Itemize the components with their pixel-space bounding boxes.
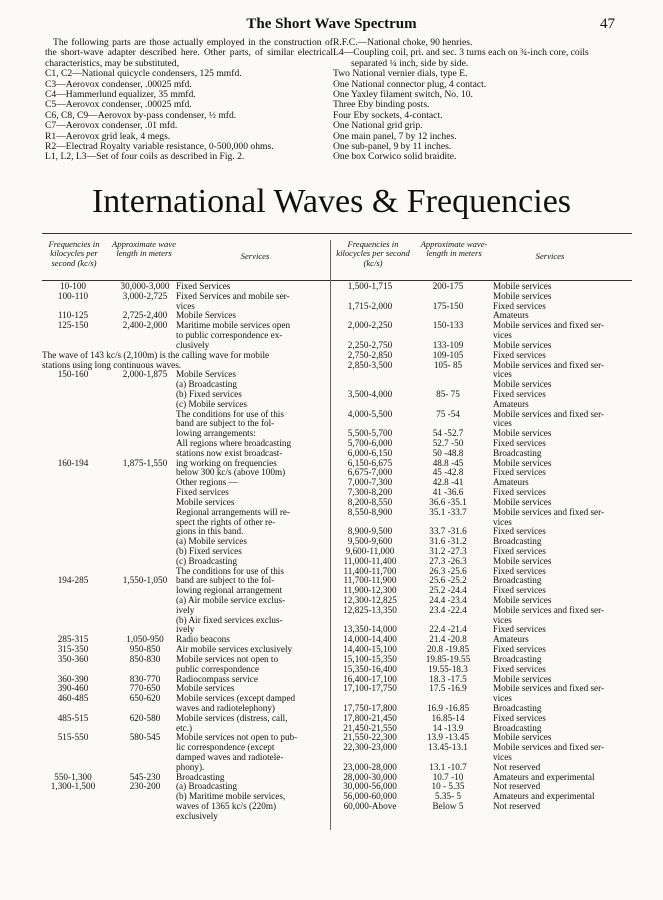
service-cell: Broadcasting	[493, 722, 542, 733]
parts-intro: The following parts are those actually employed in the construction of the short-wave adapter described here. Other parts, of similar electrical characteristics, may be substituted,	[45, 37, 333, 69]
frequency-cell: 485-515	[57, 712, 89, 723]
table-row	[333, 321, 633, 331]
wavelength-cell: 16.85-14	[431, 712, 465, 723]
service-cell: Mobile services and fixed ser-	[493, 604, 605, 615]
wavelength-cell: 620-580	[129, 712, 161, 723]
frequency-cell: 21,450-21,550	[343, 722, 397, 733]
frequency-cell: 1,300-1,500	[50, 781, 96, 792]
wavelength-cell: 20.8 -19.85	[426, 644, 470, 655]
wavelength-cell: 10 - 5.35	[431, 781, 465, 792]
wavelength-cell: 50 -48.8	[432, 447, 464, 458]
top-rule	[42, 233, 632, 234]
table-row	[333, 508, 633, 518]
frequency-cell: 6,000-6,150	[347, 447, 393, 458]
frequency-cell: 5,700-6,000	[347, 438, 393, 448]
service-cell: vices	[493, 418, 512, 429]
frequency-cell: 28,000-30,000	[343, 771, 397, 782]
service-cell: stations now exist broadcast-	[176, 447, 283, 458]
parts-list-right	[333, 38, 625, 163]
part-item: R.F.C.—National choke, 90 henries.	[333, 37, 473, 48]
table-row	[333, 282, 633, 292]
wavelength-cell: 35.1 -33.7	[429, 506, 467, 517]
frequency-cell: 12,825-13,350	[343, 604, 397, 615]
frequency-cell: 2,000-2,250	[347, 320, 393, 331]
service-cell: Amateurs	[493, 310, 529, 321]
frequency-cell: 14,400-15,100	[343, 644, 397, 655]
service-cell: lic correspondence (except	[176, 742, 275, 753]
part-item: One sub-panel, 9 by 11 inches.	[333, 141, 452, 153]
col-head-wavelength-right: Approximate wave-length in meters	[420, 239, 488, 259]
table-row	[333, 743, 633, 753]
frequency-cell: 7,000-7,300	[347, 477, 393, 488]
wavelength-cell: 14 -13.9	[432, 722, 464, 733]
service-cell: Mobile services	[176, 683, 235, 694]
service-cell: Amateurs	[493, 398, 529, 409]
service-cell: All regions where broadcasting	[176, 438, 292, 448]
frequency-cell: 8,900-9,500	[347, 526, 393, 537]
frequency-cell: 1,500-1,715	[347, 281, 393, 291]
service-cell: vices	[493, 516, 512, 527]
service-cell: Other regions —	[176, 477, 238, 488]
wavelength-cell: 19.55-18.3	[428, 663, 468, 674]
service-cell: Amateurs	[493, 634, 529, 645]
wavelength-cell: 25.6 -25.2	[429, 575, 467, 586]
wavelength-cell: 36.6 -35.1	[429, 496, 467, 507]
frequency-cell: 9,500-9,600	[347, 536, 393, 547]
wavelength-cell: 21.4 -20.8	[429, 634, 467, 645]
table-row	[333, 370, 633, 380]
part-item: Three Eby binding posts.	[333, 99, 430, 111]
wavelength-cell: 770-650	[129, 683, 161, 694]
service-cell: lowing regional arrangement	[176, 585, 283, 596]
service-cell: waves of 1365 kc/s (220m)	[176, 801, 277, 812]
service-cell: lowing arrangements:	[176, 428, 256, 439]
service-cell: Mobile services	[493, 673, 552, 684]
frequency-cell: 110-125	[57, 310, 89, 321]
service-cell: Fixed services	[493, 565, 546, 576]
service-cell: Fixed Services and mobile ser-	[176, 290, 290, 301]
frequency-cell: 6,150-6,675	[347, 457, 393, 468]
wavelength-cell: 85- 75	[436, 388, 460, 399]
frequency-cell: 194-285	[57, 575, 89, 586]
wavelength-cell: 580-545	[129, 732, 161, 743]
service-cell: Mobile Services	[176, 369, 236, 380]
part-item: C4—Hammerlund equalizer, 35 mmfd.	[45, 89, 196, 101]
service-cell: (b) Fixed services	[176, 388, 242, 399]
wavelength-cell: 45 -42.8	[432, 467, 464, 478]
service-cell: Mobile Services	[176, 310, 236, 321]
table-row	[42, 812, 328, 822]
wavelength-cell: 950-850	[129, 644, 161, 655]
service-cell: Amateurs and experimental	[493, 791, 595, 802]
service-cell: Radio beacons	[176, 634, 230, 645]
frequency-cell: 100-110	[57, 290, 89, 301]
frequency-cell: 11,900-12,300	[343, 585, 397, 596]
running-title: The Short Wave Spectrum	[246, 16, 417, 32]
frequency-cell: 21,550-22,300	[343, 732, 397, 743]
wavelength-cell: 175-150	[432, 300, 464, 311]
frequency-cell: 12,300-12,825	[343, 595, 397, 605]
frequency-cell: 11,700-11,900	[343, 575, 397, 586]
part-item: C5—Aerovox condenser, .00025 mfd.	[45, 99, 192, 111]
frequency-cell: 13,350-14,000	[343, 624, 397, 635]
part-item: C1, C2—National quicycle condensers, 125 mmfd.	[45, 68, 242, 80]
wavelength-cell: 150-133	[432, 320, 464, 331]
service-cell: Broadcasting	[493, 575, 542, 586]
wavelength-cell: 19.85-19.55	[425, 653, 471, 664]
service-cell: vices	[493, 693, 512, 704]
service-cell: Regional arrangements will re-	[176, 506, 291, 517]
part-item: R2—Electrad Royalty variable resistance, 0-500,000 ohms.	[45, 141, 274, 153]
frequency-cell: 11,000-11,400	[343, 555, 397, 566]
note-line: stations using long continuous waves.	[42, 359, 182, 370]
service-cell: clusively	[176, 339, 210, 350]
wavelength-cell: 133-109	[432, 339, 464, 350]
service-cell: (b) Fixed services	[176, 545, 242, 556]
part-item: One box Corwico solid braidite.	[333, 151, 457, 163]
service-cell: Mobile services (except damped	[176, 693, 296, 704]
page-number: 47	[600, 16, 615, 32]
wavelength-cell: 33.7 -31.6	[429, 526, 467, 537]
service-cell: The conditions for use of this	[176, 565, 284, 576]
part-item: C7—Aerovox condenser, .01 mfd.	[45, 120, 178, 132]
part-item: Four Eby sockets, 4-contact.	[333, 109, 443, 121]
service-cell: Broadcasting	[493, 447, 542, 458]
frequency-cell: 30,000-56,000	[343, 781, 397, 792]
service-cell: (a) Mobile services	[176, 536, 247, 547]
wavelength-cell: 200-175	[432, 281, 464, 291]
service-cell: vices	[493, 752, 512, 762]
service-cell: Mobile services and fixed ser-	[493, 742, 605, 753]
part-item: One National grid grip.	[333, 120, 423, 132]
service-cell: Mobile services	[176, 496, 235, 507]
col-head-services: Services	[240, 251, 270, 261]
service-cell: (b) Maritime mobile services,	[176, 791, 286, 802]
wavelength-cell: 30,000-3,000	[120, 281, 170, 291]
table-row	[333, 684, 633, 694]
parts-left-items	[45, 69, 333, 163]
service-cell: Air mobile services exclusively	[176, 644, 293, 655]
service-cell: Mobile services not open to	[176, 653, 279, 664]
wavelength-cell: 16.9 -16.85	[426, 702, 470, 713]
frequency-cell: 8,200-8,550	[347, 496, 393, 507]
service-cell: band are subject to the fol-	[176, 418, 275, 429]
wavelength-cell: 230-200	[129, 781, 161, 792]
service-cell: (b) Air fixed services exclus-	[176, 614, 283, 625]
wavelength-cell: 13.9 -13.45	[426, 732, 470, 743]
service-cell: below 300 kc/s (above 100m)	[176, 467, 286, 478]
service-cell: Fixed services	[493, 644, 546, 655]
wavelength-cell: Below 5	[432, 801, 464, 812]
service-cell: Amateurs	[493, 477, 529, 488]
service-cell: Fixed services	[493, 467, 546, 478]
frequency-table-right	[333, 282, 633, 812]
wavelength-cell: 42.8 -41	[432, 477, 464, 488]
frequency-cell: 2,250-2,750	[347, 339, 393, 350]
part-item: L4—Coupling coil, pri. and sec. 3 turns each on ¾-inch core, coils separated ¼ inch, side by side.	[333, 47, 589, 69]
service-cell: ively	[176, 624, 195, 635]
part-item: One Yaxley filament switch, No. 10.	[333, 89, 473, 101]
service-cell: Mobile services and fixed ser-	[493, 359, 605, 370]
service-cell: Fixed services	[493, 300, 546, 311]
wavelength-cell: 3,000-2,725	[122, 290, 168, 301]
wavelength-cell: 48.8 -45	[432, 457, 464, 468]
wavelength-cell: 2,725-2,400	[122, 310, 168, 321]
service-cell: Mobile services	[493, 496, 552, 507]
service-cell: spect the rights of other re-	[176, 516, 276, 527]
frequency-cell: 17,100-17,750	[343, 683, 397, 694]
wavelength-cell: 17.5 -16.9	[429, 683, 467, 694]
parts-right-items	[333, 38, 625, 163]
frequency-cell: 17,750-17,800	[343, 702, 397, 713]
service-cell: Broadcasting	[493, 702, 542, 713]
service-cell: Mobile services and fixed ser-	[493, 506, 605, 517]
wavelength-cell: 24.4 -23.4	[429, 595, 467, 605]
service-cell: Fixed services	[493, 438, 546, 448]
wavelength-cell: 2,000-1,875	[122, 369, 168, 380]
wavelength-cell: 54 -52.7	[432, 428, 464, 439]
service-cell: Broadcasting	[493, 653, 542, 664]
service-cell: Mobile services	[493, 595, 552, 605]
wavelength-cell: 2,400-2,000	[122, 320, 168, 331]
wavelength-cell: 75 -54	[436, 408, 460, 419]
frequency-cell: 460-485	[57, 693, 89, 704]
table-row	[333, 361, 633, 371]
service-cell: to public correspondence ex-	[176, 330, 283, 341]
wavelength-cell: 22.4 -21.4	[429, 624, 467, 635]
service-cell: vices	[493, 369, 512, 380]
frequency-cell: 11,400-11,700	[343, 565, 397, 576]
service-cell: Mobile services	[493, 290, 552, 301]
service-cell: ively	[176, 604, 195, 615]
service-cell: (a) Broadcasting	[176, 781, 237, 792]
column-divider	[330, 240, 331, 830]
frequency-table-left	[42, 282, 328, 822]
wavelength-cell: 1,050-950	[126, 634, 164, 645]
frequency-cell: 390-460	[57, 683, 89, 694]
service-cell: Fixed services	[176, 487, 229, 498]
wavelength-cell: 830-770	[129, 673, 161, 684]
service-cell: (a) Air mobile service exclus-	[176, 595, 286, 605]
wavelength-cell: 26.3 -25.6	[429, 565, 467, 576]
frequency-cell: 1,715-2,000	[347, 300, 393, 311]
service-cell: (c) Broadcasting	[176, 555, 237, 566]
wavelength-cell: 1,550-1,050	[122, 575, 168, 586]
frequency-cell: 315-350	[57, 644, 89, 655]
wavelength-cell: 10.7 -10	[432, 771, 464, 782]
service-cell: Fixed services	[493, 545, 546, 556]
wavelength-cell: 41 -36.6	[432, 487, 464, 498]
wavelength-cell: 850-830	[129, 653, 161, 664]
frequency-cell: 150-160	[57, 369, 89, 380]
frequency-cell: 15,100-15,350	[343, 653, 397, 664]
col-head-frequency-right: Frequencies in kilocycles per second (kc/s)	[336, 239, 410, 268]
service-cell: public correspondence	[176, 663, 259, 674]
wavelength-cell: 31.2 -27.3	[429, 545, 467, 556]
service-cell: phony).	[176, 761, 205, 772]
service-cell: Amateurs and experimental	[493, 771, 595, 782]
service-cell: Mobile services (distress, call,	[176, 712, 288, 723]
col-head-frequency: Frequencies in kilocycles per second (kc/s)	[48, 239, 100, 268]
service-cell: gions in this band.	[176, 526, 244, 537]
wavelength-cell: 1,875-1,550	[122, 457, 168, 468]
service-cell: Fixed services	[493, 349, 546, 360]
frequency-cell: 8,550-8,900	[347, 506, 393, 517]
wavelength-cell: 545-230	[129, 771, 161, 782]
parts-list-left	[45, 38, 333, 163]
wavelength-cell: 52.7 -50	[432, 438, 464, 448]
service-cell: Mobile services and fixed ser-	[493, 320, 605, 331]
part-item: C3—Aerovox condenser, .00025 mfd.	[45, 78, 192, 90]
col-head-services-right: Services	[535, 251, 565, 261]
part-item: L1, L2, L3—Set of four coils as described in Fig. 2.	[45, 151, 245, 163]
frequency-cell: 125-150	[57, 320, 89, 331]
frequency-cell: 360-390	[57, 673, 89, 684]
service-cell: Fixed services	[493, 585, 546, 596]
part-item: Two National vernier dials, type E.	[333, 68, 468, 80]
service-cell: Maritime mobile services open	[176, 320, 291, 331]
service-cell: exclusively	[176, 810, 218, 821]
frequency-cell: 350-360	[57, 653, 89, 664]
frequency-cell: 14,000-14,400	[343, 634, 397, 645]
wavelength-cell: 5.35- 5	[434, 791, 462, 802]
service-cell: (c) Mobile services	[176, 398, 247, 409]
service-cell: vices	[176, 300, 195, 311]
service-cell: damped waves and radiotele-	[176, 752, 284, 762]
wavelength-cell: 109-105	[432, 349, 464, 360]
service-cell: Fixed services	[493, 526, 546, 537]
service-cell: Fixed services	[493, 487, 546, 498]
service-cell: vices	[493, 330, 512, 341]
service-cell: Radiocompass service	[176, 673, 258, 684]
service-cell: Mobile services	[493, 339, 552, 350]
part-item: One National connector plug, 4 contact.	[333, 78, 487, 90]
service-cell: Mobile services	[493, 555, 552, 566]
table-row	[333, 390, 633, 400]
service-cell: Mobile services and fixed ser-	[493, 408, 605, 419]
service-cell: Not reserved	[493, 781, 541, 792]
wavelength-cell: 23.4 -22.4	[429, 604, 467, 615]
service-cell: ing working on frequencies	[176, 457, 277, 468]
frequency-cell: 22,300-23,000	[343, 742, 397, 753]
frequency-cell: 56,000-60,000	[343, 791, 397, 802]
frequency-cell: 7,300-8,200	[347, 487, 393, 498]
wavelength-cell: 18.3 -17.5	[429, 673, 467, 684]
frequency-cell: 160-194	[57, 457, 89, 468]
service-cell: Mobile services	[493, 379, 552, 390]
frequency-cell: 285-315	[57, 634, 89, 645]
service-cell: Broadcasting	[176, 771, 225, 782]
frequency-cell: 23,000-28,000	[343, 761, 397, 772]
service-cell: Fixed services	[493, 388, 546, 399]
table-row	[333, 606, 633, 616]
service-cell: Mobile services	[493, 732, 552, 743]
service-cell: (a) Broadcasting	[176, 379, 237, 390]
frequency-cell: 15,350-16,400	[343, 663, 397, 674]
frequency-cell: 17,800-21,450	[343, 712, 397, 723]
service-cell: Mobile services	[493, 428, 552, 439]
wavelength-cell: 105- 85	[433, 359, 463, 370]
col-head-wavelength: Approximate wave length in meters	[112, 239, 176, 259]
service-cell: Broadcasting	[493, 536, 542, 547]
part-item: C6, C8, C9—Aerovox by-pass condenser, ½ mfd.	[45, 109, 237, 121]
service-cell: The conditions for use of this	[176, 408, 284, 419]
frequency-cell: 60,000-Above	[343, 801, 397, 812]
part-item: One main panel, 7 by 12 inches.	[333, 130, 457, 142]
service-cell: Mobile services and fixed ser-	[493, 683, 605, 694]
wavelength-cell: 13.1 -10.7	[429, 761, 467, 772]
table-row	[333, 302, 633, 312]
service-cell: vices	[493, 614, 512, 625]
wavelength-cell: 31.6 -31.2	[429, 536, 467, 547]
service-cell: Fixed services	[493, 663, 546, 674]
service-cell: Not reserved	[493, 761, 541, 772]
service-cell: Mobile services	[493, 281, 552, 291]
note-line: The wave of 143 kc/s (2,100m) is the calling wave for mobile	[42, 349, 270, 360]
frequency-cell: 550-1,300	[54, 771, 92, 782]
frequency-cell: 16,400-17,100	[343, 673, 397, 684]
wavelength-cell: 27.3 -26.3	[429, 555, 467, 566]
service-cell: Fixed Services	[176, 281, 231, 291]
table-row	[333, 802, 633, 812]
wavelength-cell: 650-620	[129, 693, 161, 704]
frequency-cell: 6,675-7,000	[347, 467, 393, 478]
wavelength-cell: 13.45-13.1	[428, 742, 468, 753]
frequency-cell: 2,850-3,500	[347, 359, 393, 370]
service-cell: Mobile services	[493, 457, 552, 468]
table-row	[333, 410, 633, 420]
frequency-cell: 2,750-2,850	[347, 349, 393, 360]
service-cell: Mobile services not open to pub-	[176, 732, 298, 743]
frequency-cell: 10-100	[59, 281, 87, 291]
wavelength-cell: 25.2 -24.4	[429, 585, 467, 596]
frequency-cell: 9,600-11,000	[345, 545, 395, 556]
service-cell: Not reserved	[493, 801, 541, 812]
service-cell: waves and radiotelephony)	[176, 702, 275, 713]
service-cell: etc.)	[176, 722, 193, 733]
main-title: International Waves & Frequencies	[91, 183, 572, 220]
frequency-cell: 5,500-5,700	[347, 428, 393, 439]
frequency-cell: 4,000-5,500	[347, 408, 393, 419]
service-cell: band are subject to the fol-	[176, 575, 275, 586]
part-item: R1—Aerovox grid leak, 4 megs.	[45, 130, 171, 142]
service-cell: Fixed services	[493, 712, 546, 723]
frequency-cell: 3,500-4,000	[347, 388, 393, 399]
frequency-cell: 515-550	[57, 732, 89, 743]
service-cell: Fixed services	[493, 624, 546, 635]
